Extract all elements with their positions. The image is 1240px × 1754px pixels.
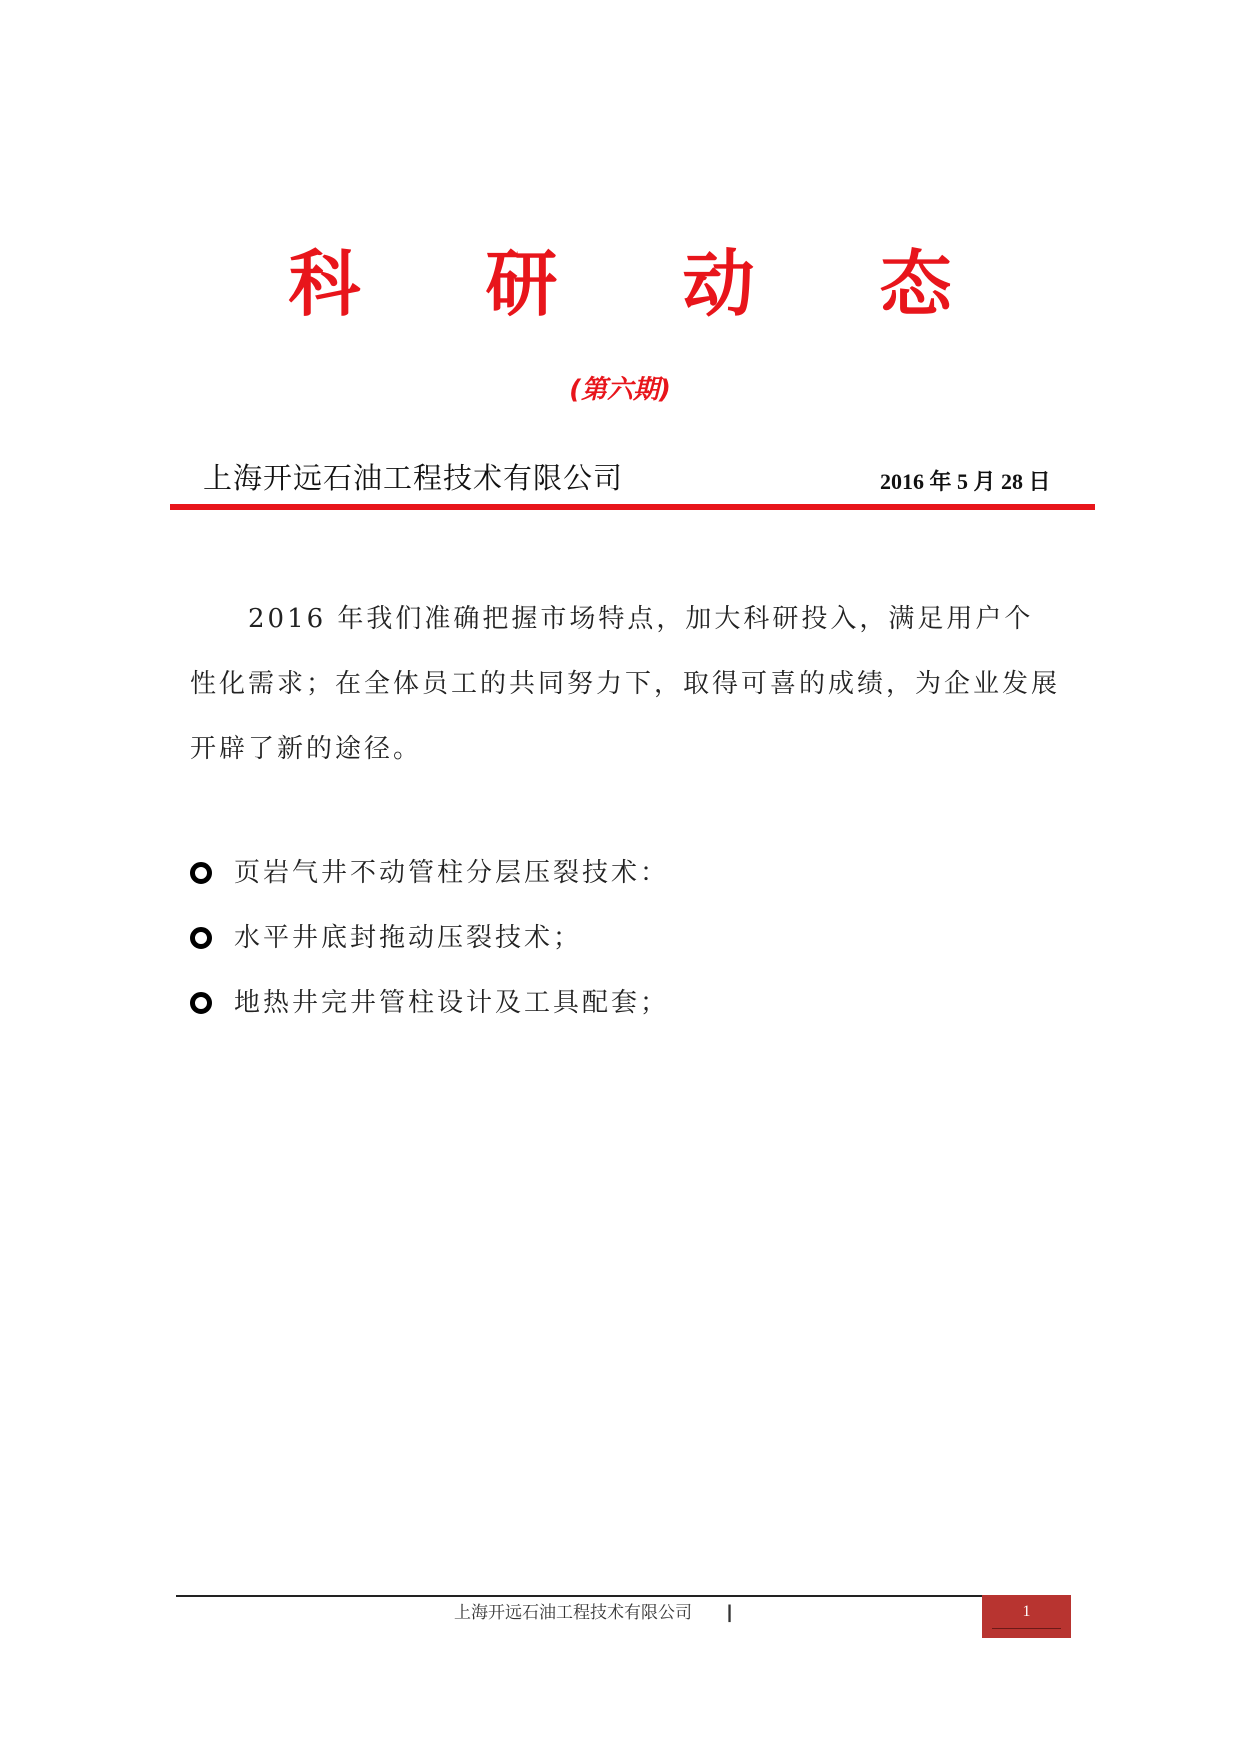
page-number-box <box>982 1595 1071 1638</box>
footer-divider <box>176 1595 982 1597</box>
issue-number: (第六期) <box>569 375 671 405</box>
company-name: 上海开远石油工程技术有限公司 <box>203 461 624 495</box>
circle-bullet-icon <box>190 992 212 1014</box>
list-item <box>190 910 1050 975</box>
circle-bullet-icon <box>190 927 212 949</box>
publish-date: 2016 年 5 月 28 日 <box>880 469 1051 494</box>
newsletter-title: 科 研 动 态 <box>288 242 1002 326</box>
list-item <box>190 845 1050 910</box>
header-divider <box>170 504 1095 510</box>
list-item-text: 页岩气井不动管柱分层压裂技术： <box>234 858 670 888</box>
page-number: 1 <box>1022 1603 1031 1620</box>
list-item-text: 水平井底封拖动压裂技术； <box>234 923 583 953</box>
footer-company: 上海开远石油工程技术有限公司 <box>454 1603 692 1623</box>
footer-separator: | <box>727 1602 733 1622</box>
list-item <box>190 975 1050 1040</box>
page-number-underline <box>992 1628 1061 1629</box>
intro-paragraph: 2016 年我们准确把握市场特点，加大科研投入，满足用户个性化需求；在全体员工的共同努力下，取得可喜的成绩，为企业发展开辟了新的途径。 <box>190 604 1061 764</box>
circle-bullet-icon <box>190 862 212 884</box>
topic-list <box>190 845 1050 1040</box>
list-item-text: 地热井完井管柱设计及工具配套； <box>234 988 670 1018</box>
